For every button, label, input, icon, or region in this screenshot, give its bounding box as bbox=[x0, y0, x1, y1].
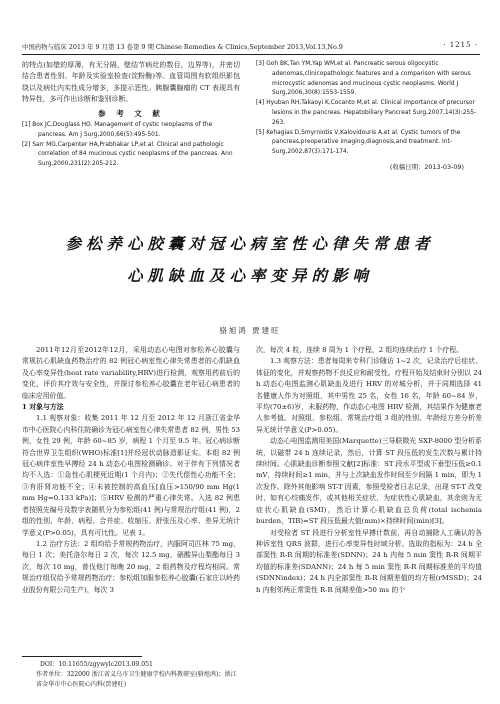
footnote bbox=[22, 660, 240, 690]
article-title-line-1: 参松养心胶囊对冠心病室性心律失常患者 bbox=[65, 234, 435, 253]
reference-item: [5] Kehagias D,Smyrniotis V,Kalovidouris A,et al. Cystic tumors of the pancreas,preoperative imaging,diagnosis,and treatment. Int-Surg,2002,87(3):171-174. bbox=[256, 129, 461, 156]
continued-paragraph: 次，每次 4 粒，连续 8 周为 1 个疗程，2 组均连续治疗 1 个疗程。 bbox=[256, 346, 464, 354]
reference-item: [1] Box JC,Douglass HO. Management of cystic neoplasms of the pancreas. Am J Surg,2000,66(5):495-501. bbox=[22, 122, 213, 138]
section-heading: 1 对象与方法 bbox=[22, 403, 64, 412]
holter-paragraph: 动态心电图监测用美国(Marquette)三导联微光 SXP-8000 型分析系统，以磁带 24 h 连续记录，然后，计算 ST 段压低的发生次数与累计持续时间。心肌缺血诊断参照文献[2]标准：ST 段水平型或下垂型压低≥0.1 mV，持续时间≥1 min，并与上次缺血发作时间至少间隔 1 min，即为 1 次发作。除外其他影响 ST-T 因素，参照受检者日志记录，出现 ST-T 改变时，如有心绞痛发作，或其他相关症状，为症状性心肌缺血，其余则为无症状心肌缺血(SMI)，然后计算心肌缺血总负荷(total ischemia burden，TIB)=ST 段压低最大值(mm)×持续时间(min)[3]。 bbox=[256, 437, 482, 526]
received-date: (收稿日期：2013-03-09) bbox=[389, 162, 464, 171]
body-left-column bbox=[22, 345, 240, 596]
conclusion-paragraph: 的特点(如壁的厚薄，有无分隔，壁结节病灶的数目，边界等)，并密切结合患者性别、年龄及实验室检查(淀粉酶)等。血管周围有软组织影包绕以及病灶内实性成分增多，多提示恶性。胰腺囊腺瘤的 CT 表现具有特异性，多可作出诊断和鉴别诊断。 bbox=[22, 61, 240, 104]
page-number: · 1215 · bbox=[443, 41, 478, 49]
reference-item: [4] Hyuban RH,Takaoyi K,Cocanto M,et al. Clinical importance of precursor lesions in the pancreas. Hepatobiliary Pancreat Surg,2007,14(3):255-263. bbox=[256, 100, 477, 126]
observation-paragraph: 1.3 观察方法：患者每周来专科门诊随访 1~2 次，记录治疗后症状、体征的变化，并观察药物不良反应和耐受性。疗程开始及结束时分别以 24 h 动态心电图监测心肌缺血及进行 HRV 的对城分析，并于同期选择 41 名健康人作为对照组，其中男性 25 名，女性 16 名，年龄 60~84 岁，平均(70±6)岁，未服药物，作动态心电图 HRV 检测，其结果作为健康老人参考值。对照组、参松组、常规治疗组 3 组的性别、年龄经方差分析差异无统计学意义(P>0.05)。 bbox=[256, 357, 482, 434]
reference-item: [3] Goh BK,Tan YM,Yap WM,et al. Pancreatic serous oligocystic adenomas,clinicopathologic features and a comparison with serous microcystic adenomas and mucinous cystic neoplasms. World J Surg,2006,30(8):1553-1559. bbox=[256, 61, 471, 97]
journal-header: 中国药物与临床 2013 年 9 月第 13 卷第 9 期 Chinese Remedies & Clinics,September 2013,Vol.13,No.9 bbox=[22, 43, 343, 51]
body-right-column bbox=[256, 345, 482, 596]
references-heading: 参 考 文 献 bbox=[98, 108, 164, 118]
hrv-paragraph: 对受检者 ST 段进行分析室性早搏计数前，再自动捕除人工确认的各种诉室性 QRS 波群，进行心率变异性时域分析。选取的指标为：24 h 全部窦性 R-R 间期的标准差(SDNN)；24 h 内每 5 min 窦性 R-R 间期平均值的标准差(SDANN)；24 h 每 5 min 窦性 R-R 间期标准差的平均值(SDNNindex)；24 h 内全部窦性 R-R 间期差值的均方根(rMSSD)；24 h 内相邻两正常窦性 R-R 间期差值>50 ms 的个 bbox=[256, 528, 482, 594]
author-affiliation: 作者单位：322000 浙江省义乌市卫生健康学校内科教研室(骆旭鸿)；浙江省金华市中心医院心内科(贾建旺) bbox=[36, 671, 237, 688]
top-right-column bbox=[256, 60, 482, 173]
authors: 骆旭鸿 贾建旺 bbox=[219, 326, 281, 335]
article-title-line-2: 心肌缺血及心率变异的影响 bbox=[126, 266, 373, 285]
header-rule bbox=[22, 54, 480, 55]
footnote-rule bbox=[22, 656, 142, 657]
treatment-paragraph: 1.2 治疗方法：2 组均给予常规药物治疗，内服阿司匹林 75 mg，每日 1 次；美托洛尔每日 2 次，每次 12.5 mg，硝酸异山梨酯每日 3 次，每次 10 mg，普伐他汀每晚 20 mg，2 组药物及疗程均相同。常规治疗组仅给予常规药物治疗；参松组加服参松养心胶囊(石家庄以岭药业股份有限公司生产)，每次 3 bbox=[22, 539, 240, 594]
reference-item: [2] Sarr MG,Carpenter HA,Prabhakar LP,et al. Clinical and pathologic correlation of 84 mucinous cystic neoplasms of the pancreas. Ann Surg,2000,231(2):205-212. bbox=[22, 141, 233, 168]
page-header bbox=[22, 40, 480, 54]
top-left-column bbox=[22, 60, 240, 170]
subjects-paragraph: 1.1 观察对象：收集 2011 年 12 月至 2012 年 12 月浙江省金华市中心医院心内科住院确诊为冠心病室性心律失常患者 82 例，男性 53 例，女性 29 例，年龄 60~85 岁，病程 1 个月至 9.5 年。冠心病诊断符合世界卫生组织(WHO)标准[1]并经冠状动脉造影证实。本组 82 例冠心病伴室性早搏经 24 h 动态心电图检测确诊。对于伴有下列情况者均不入选：①急性心肌梗死近期(1 个月内)；②失代偿性心功能不全；③有肝肾功能不全；④未被控制的高血压[血压>150/90 mm Hg(1 mm Hg=0.133 kPa)]；⑤HRV 检测的严重心律失常。入选 82 例患者按照先编号及数字表随机分为参松组(41 例)与常规治疗组(41 例)，2 组的性别、年龄、病程、合并症、收缩压、舒张压及心率、差异无统计学意义(P>0.05)，具有可比性。见表 1。 bbox=[22, 414, 240, 537]
intro-paragraph: 2011年12月至2012年12月，采用动态心电图对参松养心胶囊与常规抗心肌缺血药物治疗的 82 例冠心病室性心律失常患者的心肌缺血及心率变异性(heat rate variability,HRV)进行检测，观察用药前后的变化，评价其疗效与安全性，并探讨参松养心胶囊在老年冠心病患者的临床应用价值。 bbox=[22, 346, 240, 400]
doi: DOI：10.11655/zgywylc2013.09.051 bbox=[40, 661, 153, 668]
